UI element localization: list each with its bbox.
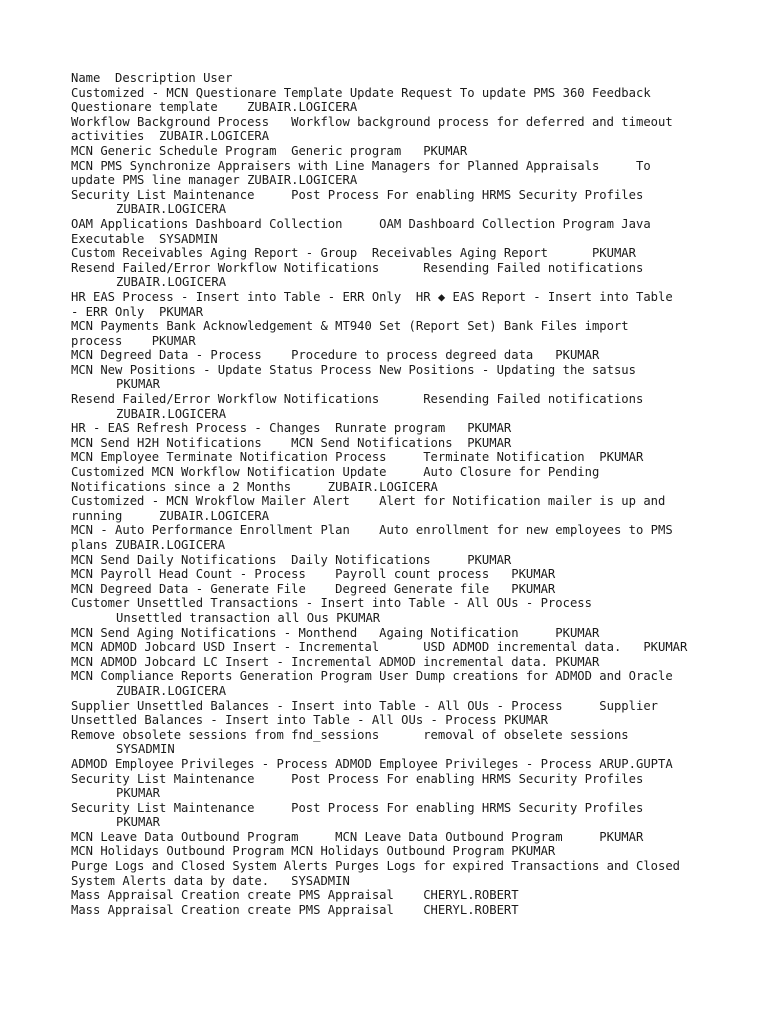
text-line: SYSADMIN <box>116 742 175 757</box>
text-line: MCN Employee Terminate Notification Process Terminate Notification PKUMAR <box>71 450 644 465</box>
text-line: Customized - MCN Wrokflow Mailer Alert Alert for Notification mailer is up and <box>71 494 666 509</box>
text-line: Security List Maintenance Post Process For enabling HRMS Security Profiles <box>71 771 644 786</box>
text-line: MCN Generic Schedule Program Generic program PKUMAR <box>71 143 468 158</box>
text-line: ADMOD Employee Privileges - Process ADMOD Employee Privileges - Process ARUP.GUPTA <box>71 756 673 771</box>
text-line: ZUBAIR.LOGICERA <box>116 275 227 290</box>
text-line: Customized - MCN Questionare Template Update Request To update PMS 360 Feedback <box>71 85 651 100</box>
text-line: plans ZUBAIR.LOGICERA <box>71 538 226 552</box>
text-line: MCN Send H2H Notifications MCN Send Notifications PKUMAR <box>71 435 512 450</box>
text-line: MCN Payments Bank Acknowledgement & MT940 Set (Report Set) Bank Files import <box>71 319 629 334</box>
text-line: MCN Leave Data Outbound Program MCN Leave Data Outbound Program PKUMAR <box>71 829 644 844</box>
text-line: Workflow Background Process Workflow background process for deferred and timeout <box>71 114 673 129</box>
text-line: update PMS line manager ZUBAIR.LOGICERA <box>71 173 358 188</box>
text-line: MCN New Positions - Update Status Process New Positions - Updating the satsus <box>71 362 636 377</box>
text-line: MCN Payroll Head Count - Process Payroll count process PKUMAR <box>71 567 556 582</box>
text-line: Mass Appraisal Creation create PMS Appraisal CHERYL.ROBERT <box>71 888 519 903</box>
text-line: MCN Degreed Data - Process Procedure to process degreed data PKUMAR <box>71 348 600 363</box>
text-line: Mass Appraisal Creation create PMS Appraisal CHERYL.ROBERT <box>71 902 519 917</box>
text-line: Executable SYSADMIN <box>71 231 218 246</box>
text-line: HR EAS Process - Insert into Table - ERR Only HR ◆ EAS Report - Insert into Table <box>71 289 673 304</box>
text-line: MCN PMS Synchronize Appraisers with Line Managers for Planned Appraisals To <box>71 158 651 173</box>
text-line: Supplier Unsettled Balances - Insert into Table - All OUs - Process Supplier <box>71 698 658 713</box>
text-line: Purge Logs and Closed System Alerts Purges Logs for expired Transactions and Closed <box>71 859 681 874</box>
text-line: MCN Send Daily Notifications Daily Notifications PKUMAR <box>71 552 512 567</box>
text-line: Security List Maintenance Post Process For enabling HRMS Security Profiles <box>71 187 644 202</box>
text-line: Remove obsolete sessions from fnd_sessions removal of obselete sessions <box>71 727 629 742</box>
text-line: MCN ADMOD Jobcard USD Insert - Incremental USD ADMOD incremental data. PKUMAR <box>71 640 688 655</box>
text-line: PKUMAR <box>116 786 161 801</box>
document-body <box>71 71 711 917</box>
text-line: PKUMAR <box>116 377 161 392</box>
text-line: Notifications since a 2 Months ZUBAIR.LOGICERA <box>71 479 438 494</box>
text-line: PKUMAR <box>116 815 161 830</box>
text-line: Unsettled transaction all Ous PKUMAR <box>116 610 381 625</box>
text-line: Resend Failed/Error Workflow Notifications Resending Failed notifications <box>71 392 644 407</box>
text-line: Name Description User <box>71 71 233 85</box>
text-line: MCN Compliance Reports Generation Program User Dump creations for ADMOD and Oracle <box>71 669 673 684</box>
text-line: Customized MCN Workflow Notification Update Auto Closure for Pending <box>71 465 600 480</box>
text-line: Custom Receivables Aging Report - Group Receivables Aging Report PKUMAR <box>71 246 636 261</box>
text-line: - ERR Only PKUMAR <box>71 304 204 319</box>
text-line: MCN ADMOD Jobcard LC Insert - Incremental ADMOD incremental data. PKUMAR <box>71 654 600 669</box>
text-line: Customer Unsettled Transactions - Insert into Table - All OUs - Process <box>71 596 592 611</box>
text-line: activities ZUBAIR.LOGICERA <box>71 129 270 144</box>
text-line: Unsettled Balances - Insert into Table - All OUs - Process PKUMAR <box>71 713 548 728</box>
text-line: ZUBAIR.LOGICERA <box>116 406 227 421</box>
text-line: process PKUMAR <box>71 333 196 348</box>
text-line: Questionare template ZUBAIR.LOGICERA <box>71 100 358 115</box>
text-line: MCN Send Aging Notifications - Monthend Againg Notification PKUMAR <box>71 625 600 640</box>
text-line: ZUBAIR.LOGICERA <box>116 202 227 217</box>
text-line: ZUBAIR.LOGICERA <box>116 683 227 698</box>
text-line: System Alerts data by date. SYSADMIN <box>71 873 350 888</box>
text-line: MCN - Auto Performance Enrollment Plan Auto enrollment for new employees to PMS <box>71 523 673 538</box>
text-line: MCN Degreed Data - Generate File Degreed Generate file PKUMAR <box>71 581 556 596</box>
text-line: Resend Failed/Error Workflow Notifications Resending Failed notifications <box>71 260 644 275</box>
text-line: running ZUBAIR.LOGICERA <box>71 508 270 523</box>
text-line: Security List Maintenance Post Process For enabling HRMS Security Profiles <box>71 800 644 815</box>
text-line: HR - EAS Refresh Process - Changes Runrate program PKUMAR <box>71 421 512 436</box>
text-line: MCN Holidays Outbound Program MCN Holidays Outbound Program PKUMAR <box>71 844 556 859</box>
text-line: OAM Applications Dashboard Collection OAM Dashboard Collection Program Java <box>71 216 651 231</box>
